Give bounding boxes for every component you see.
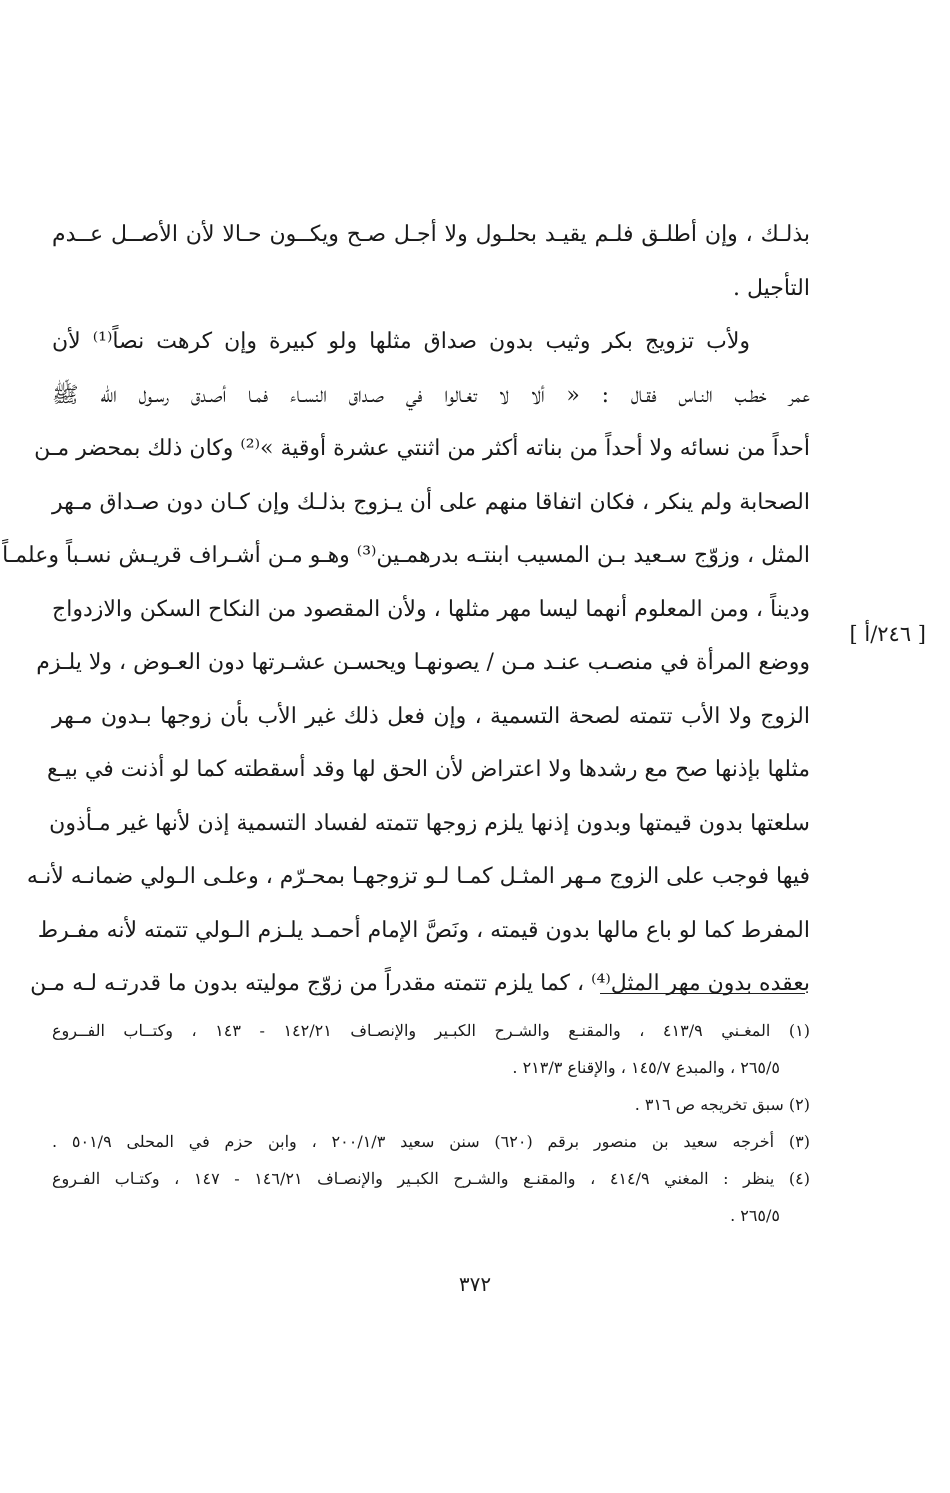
footnotes xyxy=(52,1012,810,1234)
text-line: فيها فوجب على الزوج مـهر المثـل كمـا لـو تزوجهـا بمحـرّم ، وعلـى الـولي ضمانـه لأنـه xyxy=(26,864,810,889)
text-line: عمر خطـب النـاس فقـال : « ألا لا تغـالوا في صـداق النسـاء فمـا أصـدق رسـول الله ﷺ xyxy=(52,382,810,408)
page-number: ٣٧٢ xyxy=(458,1272,492,1296)
text-line: ووضع المرأة في منصـب عنـد مـن / يصونهـا ويحسـن عشـرتها دون العـوض ، ولا يلـزم xyxy=(36,650,810,675)
text-line: مثلها بإذنها صح مع رشدها ولا اعتراض لأن الحق لها وقد أسقطته كما لو أذنت في بيـع xyxy=(46,757,810,782)
footnote-line: ٢٦٥/٥ ، والمبدع ١٤٥/٧ ، والإقناع ٢١٣/٣ . xyxy=(512,1058,780,1077)
footnote-divider xyxy=(600,993,805,994)
text-line: التأجيل . xyxy=(732,275,810,301)
text-line: الزوج ولا الأب تتمته لصحة التسمية ، وإن فعل ذلك غير الأب بأن زوجها بـدون مـهر xyxy=(52,703,810,729)
main-text xyxy=(2,208,810,1011)
text-line: المفرط كما لو باع مالها بدون قيمته ، ونَصَّ الإمام أحمـد يلـزم الـولي تتمته لأنه مفـرط xyxy=(37,917,810,943)
footnote-line: (٢) سبق تخريجه ص ٣١٦ . xyxy=(634,1095,810,1114)
footnote-line: (٤) ينظر : المغني ٤١٤/٩ ، والمقنـع والشـرح الكبـير والإنصـاف ١٤٦/٢١ - ١٤٧ ، وكتـاب الفـروع xyxy=(52,1169,811,1188)
text-line: أحداً من نسائه ولا أحداً من بناته أكثر من اثنتي عشرة أوقية »⁽²⁾ وكان ذلك بمحضر مـن xyxy=(34,436,810,461)
text-line: بعقده بدون مهر المثل⁽⁴⁾ ، كما يلزم تتمته مقدراً من زوّج موليته بدون ما قدرتـه لـه مـن xyxy=(30,971,810,996)
text-line: سلعتها بدون قيمتها وبدون إذنها يلزم زوجها تتمته لفساد التسمية إذن لأنها غير مـأذون xyxy=(49,810,810,836)
text-line: المثل ، وزوّج سـعيد بـن المسيب ابنتـه بدرهمـين⁽³⁾ وهـو مـن أشـراف قريـش نسـباً وعلمـاً xyxy=(2,543,810,568)
text-line: بذلـك ، وإن أطلـق فلـم يقيـد بحلـول ولا أجـل صـح ويكــون حـالا لأن الأصــل عــدم xyxy=(52,222,810,247)
text-line: الصحابة ولم ينكر ، فكان اتفاقا منهم على أن يـزوج بذلـك وإن كـان دون صـداق مـهر xyxy=(52,489,810,515)
footnote-line: (٣) أخرجه سعيد بن منصور برقم (٦٢٠) سنن سعيد ٢٠٠/١/٣ ، وابن حزم في المحلى ٥٠١/٩ . xyxy=(52,1132,811,1151)
text-line: وديناً ، ومن المعلوم أنهما ليسا مهر مثلها ، ولأن المقصود من النكاح السكن والازدواج xyxy=(52,596,810,622)
footnote-line: ٢٦٥/٥ . xyxy=(730,1206,780,1225)
text-line: ولأب تزويج بكر وثيب بدون صداق مثلها ولو كبيرة وإن كرهت نصاً⁽¹⁾ لأن xyxy=(52,329,750,354)
manuscript-folio-note: [ ٢٤٦/أ ] xyxy=(849,622,926,646)
footnote-line: (١) المغـني ٤١٣/٩ ، والمقنـع والشـرح الكبـير والإنصـاف ١٤٢/٢١ - ١٤٣ ، وكتــاب الفــروع xyxy=(52,1021,810,1040)
